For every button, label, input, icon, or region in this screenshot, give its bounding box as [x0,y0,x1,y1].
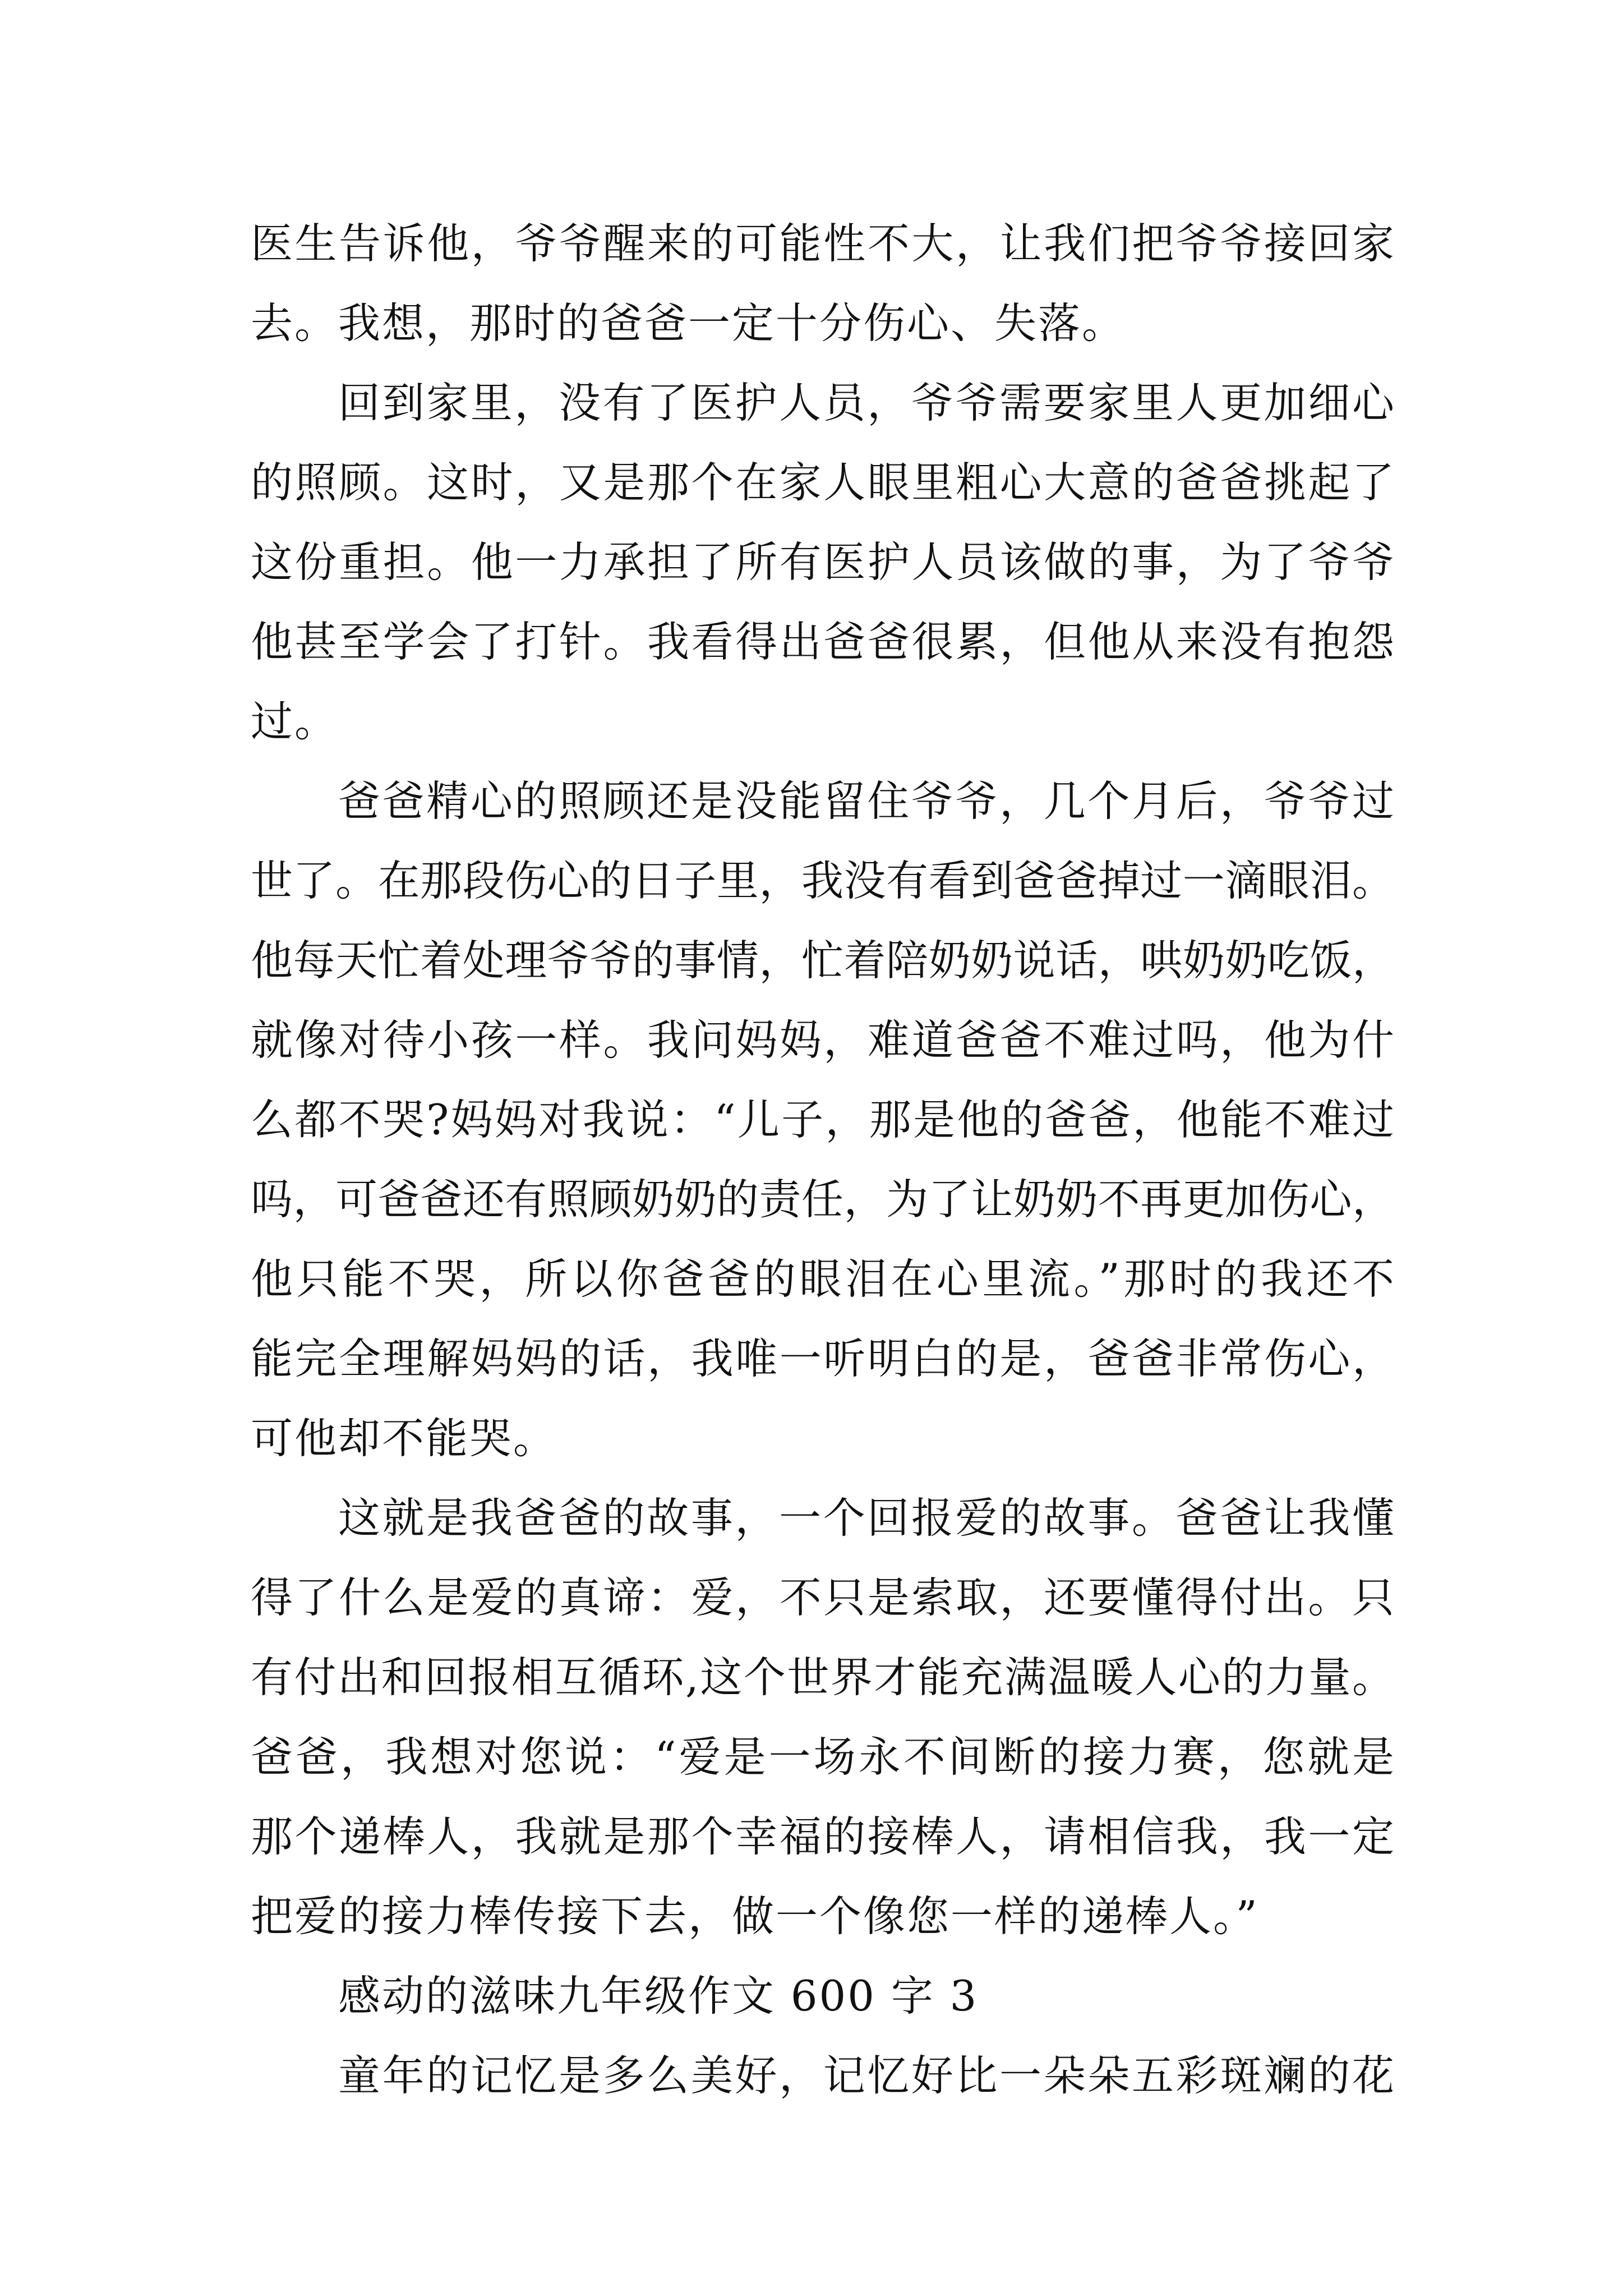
text-line: 可他却不能哭。 [251,1414,557,1463]
text-line: 得了什么是爱的真谛：爱，不只是索取，还要懂得付出。只 [251,1573,1394,1622]
text-line: 他只能不哭，所以你爸爸的眼泪在心里流。”那时的我还不 [251,1254,1394,1304]
text-line: 有付出和回报相互循环,这个世界才能充满温暖人心的力量。 [251,1653,1394,1702]
text-line: 爸爸精心的照顾还是没能留住爷爷，几个月后，爷爷过 [338,776,1394,826]
text-line: 么都不哭?妈妈对我说：“儿子，那是他的爸爸，他能不难过 [251,1095,1394,1144]
text-line: 能完全理解妈妈的话，我唯一听明白的是，爸爸非常伤心， [251,1334,1394,1383]
text-line: 爸爸，我想对您说：“爱是一场永不间断的接力赛，您就是 [251,1732,1394,1782]
paragraph [251,363,1394,761]
text-line: 童年的记忆是多么美好，记忆好比一朵朵五彩斑斓的花 [338,2051,1394,2100]
text-line: 这就是我爸爸的故事，一个回报爱的故事。爸爸让我懂 [338,1493,1394,1543]
text-line: 回到家里，没有了医护人员，爷爷需要家里人更加细心 [338,378,1394,427]
body-text [251,204,1394,2115]
text-line: 过。 [251,697,339,746]
text-line: 世了。在那段伤心的日子里，我没有看到爸爸掉过一滴眼泪。 [251,856,1394,905]
paragraph [251,204,1394,363]
text-line: 把爱的接力棒传接下去，做一个像您一样的递棒人。” [251,1892,1259,1941]
paragraph [251,1478,1394,1956]
text-line: 这份重担。他一力承担了所有医护人员该做的事，为了爷爷 [251,537,1394,587]
text-line: 去。我想，那时的爸爸一定十分伤心、失落。 [251,298,1126,348]
paragraph [251,2036,1394,2115]
text-line: 他甚至学会了打针。我看得出爸爸很累，但他从来没有抱怨 [251,617,1394,666]
paragraph [251,761,1394,1478]
text-line: 那个递棒人，我就是那个幸福的接棒人，请相信我，我一定 [251,1812,1394,1861]
text-line: 他每天忙着处理爷爷的事情，忙着陪奶奶说话，哄奶奶吃饭， [251,936,1394,985]
text-line: 就像对待小孩一样。我问妈妈，难道爸爸不难过吗，他为什 [251,1015,1394,1065]
text-line: 医生告诉他，爷爷醒来的可能性不大，让我们把爷爷接回家 [251,219,1394,268]
text-line: 的照顾。这时，又是那个在家人眼里粗心大意的爸爸挑起了 [251,458,1394,507]
text-line: 吗，可爸爸还有照顾奶奶的责任，为了让奶奶不再更加伤心， [251,1175,1394,1224]
essay-title: 感动的滋味九年级作文 600 字 3 [338,1971,979,2021]
